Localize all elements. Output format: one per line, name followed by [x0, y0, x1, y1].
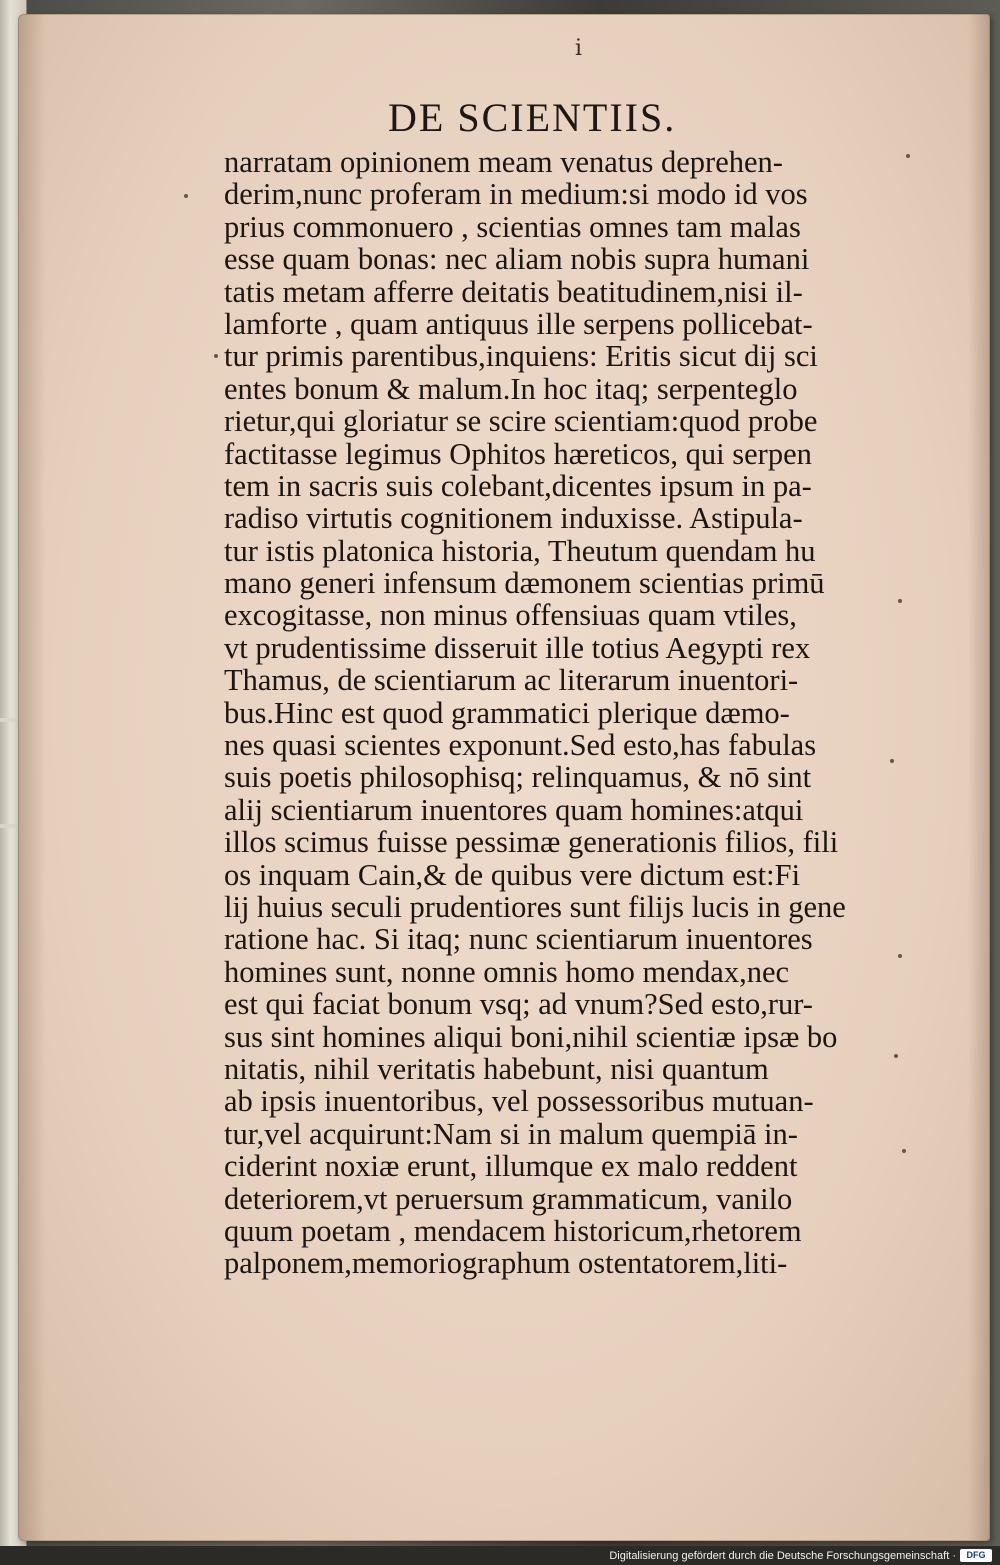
page-gutter-shadow: [18, 14, 46, 1541]
text-line: Thamus, de scientiarum ac literarum inuentori-: [224, 663, 799, 698]
text-line: vt prudentissime disseruit ille totius Aegypti rex: [224, 630, 811, 665]
text-line: excogitasse, non minus offensiuas quam vtiles,: [224, 598, 797, 633]
text-line: radiso virtutis cognitionem induxisse. Astipula-: [224, 501, 803, 536]
text-line: sus sint homines aliqui boni,nihil scientiæ ipsæ bo: [224, 1019, 838, 1054]
margin-speck: [902, 1149, 906, 1153]
text-line: quum poetam , mendacem historicum,rhetorem: [224, 1213, 802, 1248]
text-line: nes quasi scientes exponunt.Sed esto,has fabulas: [224, 728, 817, 763]
text-line: ratione hac. Si itaq; nunc scientiarum inuentores: [224, 922, 813, 957]
text-line: homines sunt, nonne omnis homo mendax,nec: [224, 954, 790, 989]
margin-speck: [214, 354, 218, 358]
text-line: tur primis parentibus,inquiens: Eritis sicut dij sci: [224, 339, 818, 374]
dfg-logo: DFG: [960, 1549, 992, 1562]
margin-speck: [898, 954, 902, 958]
margin-speck: [898, 599, 902, 603]
text-line: est qui faciat bonum vsq; ad vnum?Sed esto,rur-: [224, 987, 813, 1022]
text-line: factitasse legimus Ophitos hæreticos, qui serpen: [224, 436, 812, 471]
text-line: tur istis platonica historia, Theutum quendam hu: [224, 533, 816, 568]
margin-speck: [906, 154, 910, 158]
margin-speck: [894, 1054, 898, 1058]
page-edge-shadow: [968, 14, 990, 1541]
margin-speck: [890, 759, 894, 763]
book-page: [18, 14, 990, 1541]
text-line: derim,nunc proferam in medium:si modo id vos: [224, 177, 808, 212]
text-line: ciderint noxiæ erunt, illumque ex malo reddent: [224, 1149, 798, 1184]
body-text: [224, 146, 904, 1280]
text-line: bus.Hinc est quod grammatici plerique dæmo-: [224, 695, 790, 730]
funding-credit: Digitalisierung gefördert durch die Deutsche Forschungsgemeinschaft ·: [609, 1550, 956, 1562]
text-line: ab ipsis inuentoribus, vel possessoribus mutuan-: [224, 1084, 814, 1119]
text-line: entes bonum & malum.In hoc itaq; serpenteglo: [224, 371, 798, 406]
text-line: alij scientiarum inuentores quam homines:atqui: [224, 792, 804, 827]
text-line: esse quam bonas: nec aliam nobis supra humani: [224, 242, 810, 277]
text-line: narratam opinionem meam venatus deprehen-: [224, 145, 783, 179]
text-line: tem in sacris suis colebant,dicentes ipsum in pa-: [224, 468, 812, 503]
text-line: nitatis, nihil veritatis habebunt, nisi quantum: [224, 1051, 769, 1086]
margin-speck: [184, 194, 188, 198]
text-line: illos scimus fuisse pessimæ generationis filios, fili: [224, 825, 839, 860]
text-line: mano generi infensum dæmonem scientias primū: [224, 566, 825, 601]
text-line: rietur,qui gloriatur se scire scientiam:quod probe: [224, 404, 818, 439]
text-line: deteriorem,vt peruersum grammaticum, vanilo: [224, 1181, 793, 1216]
text-line: prius commonuero , scientias omnes tam malas: [224, 209, 801, 244]
text-line: palponem,memoriographum ostentatorem,liti-: [224, 1246, 788, 1281]
text-line: lij huius seculi prudentiores sunt filijs lucis in gene: [224, 889, 846, 924]
text-line: tur,vel acquirunt:Nam si in malum quempiā in-: [224, 1116, 798, 1151]
text-line: os inquam Cain,& de quibus vere dictum est:Fi: [224, 857, 801, 892]
text-line: suis poetis philosophisq; relinquamus, & nō sint: [224, 760, 812, 795]
running-head: DE SCIENTIIS.: [388, 95, 677, 140]
signature-mark: i: [575, 36, 583, 61]
text-line: tatis metam afferre deitatis beatitudinem,nisi il-: [224, 274, 803, 309]
text-line: lamforte , quam antiquus ille serpens pollicebat-: [224, 306, 813, 341]
